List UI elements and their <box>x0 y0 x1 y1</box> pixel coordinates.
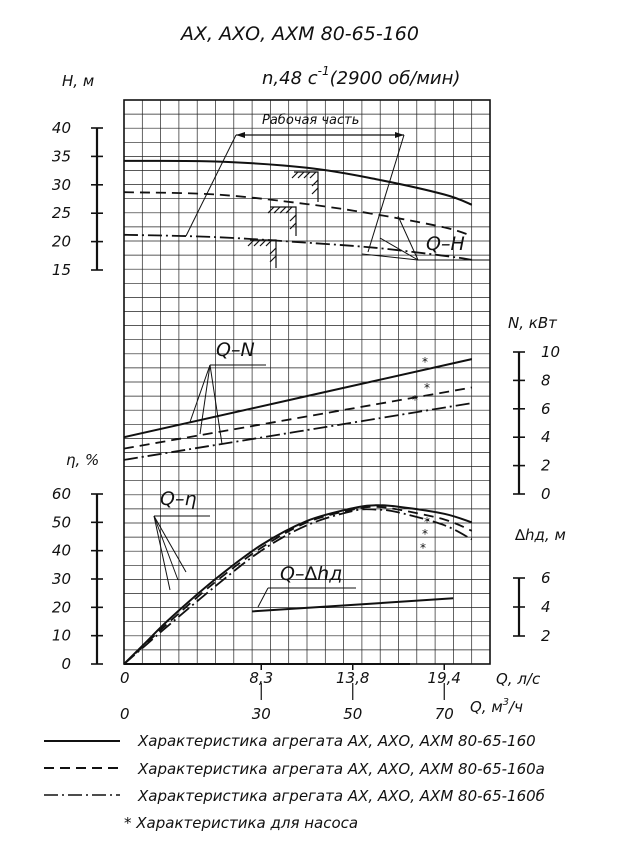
eta-axis-tick-label: 50 <box>51 513 71 532</box>
h-axis-ticks <box>52 119 103 279</box>
eta-axis-tick-label: 40 <box>51 541 71 560</box>
qnpsh-label: Q–∆hд <box>280 563 343 585</box>
working-zone-leader-left <box>186 135 236 236</box>
q-m3-tick-label: 50 <box>343 705 363 723</box>
h-axis-tick-label: 35 <box>51 147 71 166</box>
working-zone-arrow-left <box>236 132 245 138</box>
curve-qn-dashdot <box>124 403 472 460</box>
curve-qh-solid <box>124 161 472 205</box>
n-axis-tick-label: 10 <box>541 343 561 361</box>
curve-q∆hд-solid <box>252 598 453 611</box>
h-axis-tick-label: 25 <box>51 204 71 223</box>
h-axis-label: H, м <box>62 72 95 90</box>
h-axis-tick-label: 15 <box>51 261 71 279</box>
q-ls-tick-label: 19,4 <box>427 669 461 687</box>
n-axis-tick-label: 0 <box>541 485 551 503</box>
qn-leader-3 <box>210 365 222 444</box>
n-axis-label: N, кВт <box>508 314 557 332</box>
q-ls-zero: 0 <box>120 669 130 687</box>
pump-mark-eta-2: * <box>422 527 428 541</box>
qeta-label: Q–η <box>160 488 197 510</box>
qeta-leader-1 <box>154 516 186 572</box>
npsh-axis-tick-label: 6 <box>541 569 551 587</box>
qn-leader-2 <box>200 365 210 434</box>
speed-subtitle: n,48 $с^{-1}(2900$ об/мин) <box>262 64 461 89</box>
q-ls-tick-label: 8,3 <box>249 669 274 687</box>
eta-axis-label: η, % <box>66 451 100 469</box>
legend <box>44 732 545 832</box>
pump-mark-n-3: * <box>412 393 418 407</box>
working-zone-arrow-right <box>395 132 404 138</box>
legend-dashed-label: Характеристика агрегата АХ, АХО, АХМ 80-65-160а <box>138 760 545 778</box>
n-axis-tick-label: 8 <box>541 371 551 390</box>
pump-mark-eta-1: * <box>424 515 430 529</box>
qn-leader-1 <box>190 365 210 422</box>
h-axis-tick-label: 40 <box>51 119 71 137</box>
pump-mark-n-1: * <box>422 355 428 369</box>
eta-axis-tick-label: 20 <box>51 598 71 617</box>
q-m3-tick-label: 30 <box>251 705 271 723</box>
q-m3-axis-label: Q, $м^3/ч$ <box>470 697 523 716</box>
working-zone-label: Рабочая часть <box>262 113 360 128</box>
q-m3-zero: 0 <box>120 705 130 723</box>
qn-label: Q–N <box>216 339 255 361</box>
curve-qn-dashed <box>124 388 472 449</box>
eta-axis-tick-label: 10 <box>51 626 71 645</box>
q-ls-tick-label: 13,8 <box>336 669 370 687</box>
q-m3-tick-label: 70 <box>434 705 454 723</box>
curve-qn-solid <box>124 359 472 437</box>
n-axis-tick-label: 4 <box>541 428 551 447</box>
qnpsh-leader <box>258 588 268 607</box>
q-ls-axis-ticks <box>249 664 461 687</box>
npsh-axis-tick-label: 2 <box>541 627 551 645</box>
npsh-axis-label: ∆hд, м <box>515 526 566 544</box>
n-axis-tick-label: 6 <box>541 399 551 418</box>
qh-label: Q–H <box>426 233 465 255</box>
boundary-hatch-marks <box>248 172 318 268</box>
eta-axis-tick-label: 0 <box>61 655 71 673</box>
npsh-axis-tick-label: 4 <box>541 598 551 616</box>
chart-title: АХ, АХО, АХМ 80-65-160 <box>181 23 419 45</box>
eta-axis-tick-label: 60 <box>51 485 71 503</box>
pump-mark-eta-3: * <box>420 541 426 555</box>
qh-leader-1 <box>398 216 418 260</box>
h-axis-tick-label: 30 <box>51 175 71 194</box>
n-axis-tick-label: 2 <box>541 456 551 475</box>
curve-qη-dashdot <box>124 509 472 664</box>
pump-mark-n-2: * <box>424 381 430 395</box>
q-ls-axis-label: Q, л/с <box>496 670 541 688</box>
curve-qh-dashdot <box>124 235 472 260</box>
legend-solid-label: Характеристика агрегата АХ, АХО, АХМ 80-65-160 <box>138 732 536 750</box>
q-m3-axis-ticks <box>252 683 454 723</box>
legend-note: * Характеристика для насоса <box>124 814 359 832</box>
legend-dashdot-label: Характеристика агрегата АХ, АХО, АХМ 80-65-160б <box>138 787 545 805</box>
eta-axis-ticks <box>52 485 103 673</box>
curves <box>124 161 472 664</box>
eta-axis-tick-label: 30 <box>51 570 71 588</box>
h-axis-tick-label: 20 <box>51 232 71 251</box>
